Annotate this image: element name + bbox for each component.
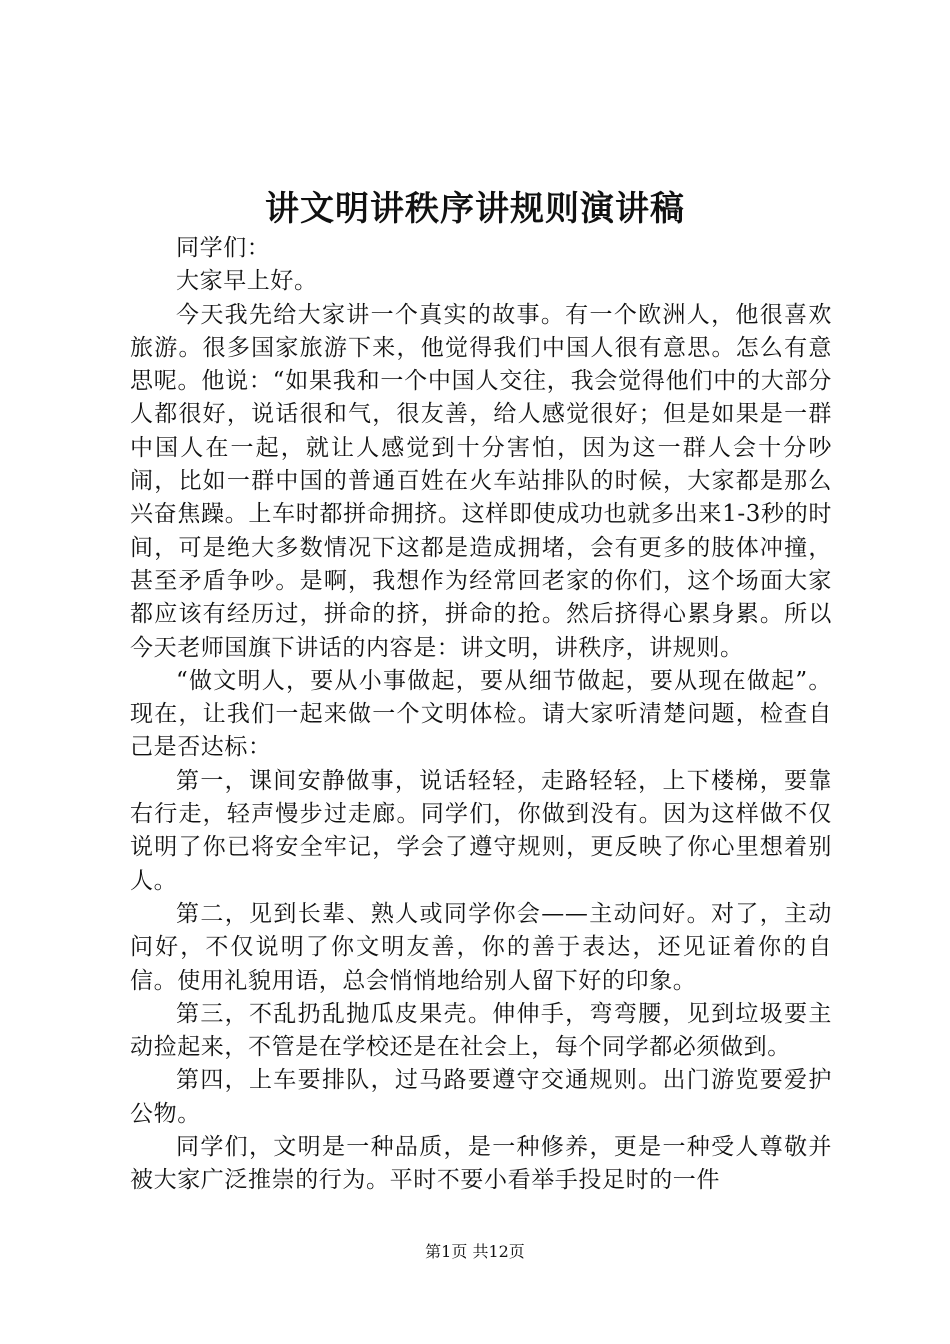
- paragraph-story: 今天我先给大家讲一个真实的故事。有一个欧洲人，他很喜欢旅游。很多国家旅游下来，他觉得我们中国人很有意思。怎么有意思呢。他说：“如果我和一个中国人交往，我会觉得他们中的大部分人都很好，说话很和气，很友善，给人感觉很好；但是如果是一群中国人在一起，就让人感觉到十分害怕，因为这一群人会十分吵闹，比如一群中国的普通百姓在火车站排队的时候，大家都是那么兴奋焦躁。上车时都拼命拥挤。这样即使成功也就多出来1-3秒的时间，可是绝大多数情况下这都是造成拥堵，会有更多的肢体冲撞，甚至矛盾争吵。是啊，我想作为经常回老家的你们，这个场面大家都应该有经历过，拼命的挤，拼命的抢。然后挤得心累身累。所以今天老师国旗下讲话的内容是：讲文明，讲秩序，讲规则。: [130, 301, 832, 661]
- document-title: 讲文明讲秩序讲规则演讲稿: [265, 189, 685, 229]
- paragraph-point-three: 第三，不乱扔乱抛瓜皮果壳。伸伸手，弯弯腰，见到垃圾要主动捡起来，不管是在学校还是在社会上，每个同学都必须做到。: [130, 1000, 832, 1061]
- paragraph-greeting: 同学们：: [176, 235, 271, 261]
- page-number-footer: 第1页 共12页: [425, 1242, 525, 1261]
- document-body: [130, 232, 832, 1198]
- paragraph-point-one: 第一，课间安静做事，说话轻轻，走路轻轻，上下楼梯，要靠右行走，轻声慢步过走廊。同学们，你做到没有。因为这样做不仅说明了你已将安全牢记，学会了遵守规则，更反映了你心里想着别人。: [130, 767, 832, 894]
- paragraph-conclusion: 同学们，文明是一种品质，是一种修养，更是一种受人尊敬并被大家广泛推崇的行为。平时不要小看举手投足时的一件: [130, 1134, 832, 1194]
- paragraph-point-two: 第二，见到长辈、熟人或同学你会——主动问好。对了，主动问好，不仅说明了你文明友善，你的善于表达，还见证着你的自信。使用礼貌用语，总会悄悄地给别人留下好的印象。: [130, 900, 832, 994]
- paragraph-point-four: 第四，上车要排队，过马路要遵守交通规则。出门游览要爱护公物。: [130, 1067, 832, 1127]
- paragraph-civility-intro: “做文明人，要从小事做起，要从细节做起，要从现在做起”。现在，让我们一起来做一个文明体检。请大家听清楚问题，检查自己是否达标：: [130, 667, 832, 761]
- paragraph-good-morning: 大家早上好。: [176, 268, 318, 295]
